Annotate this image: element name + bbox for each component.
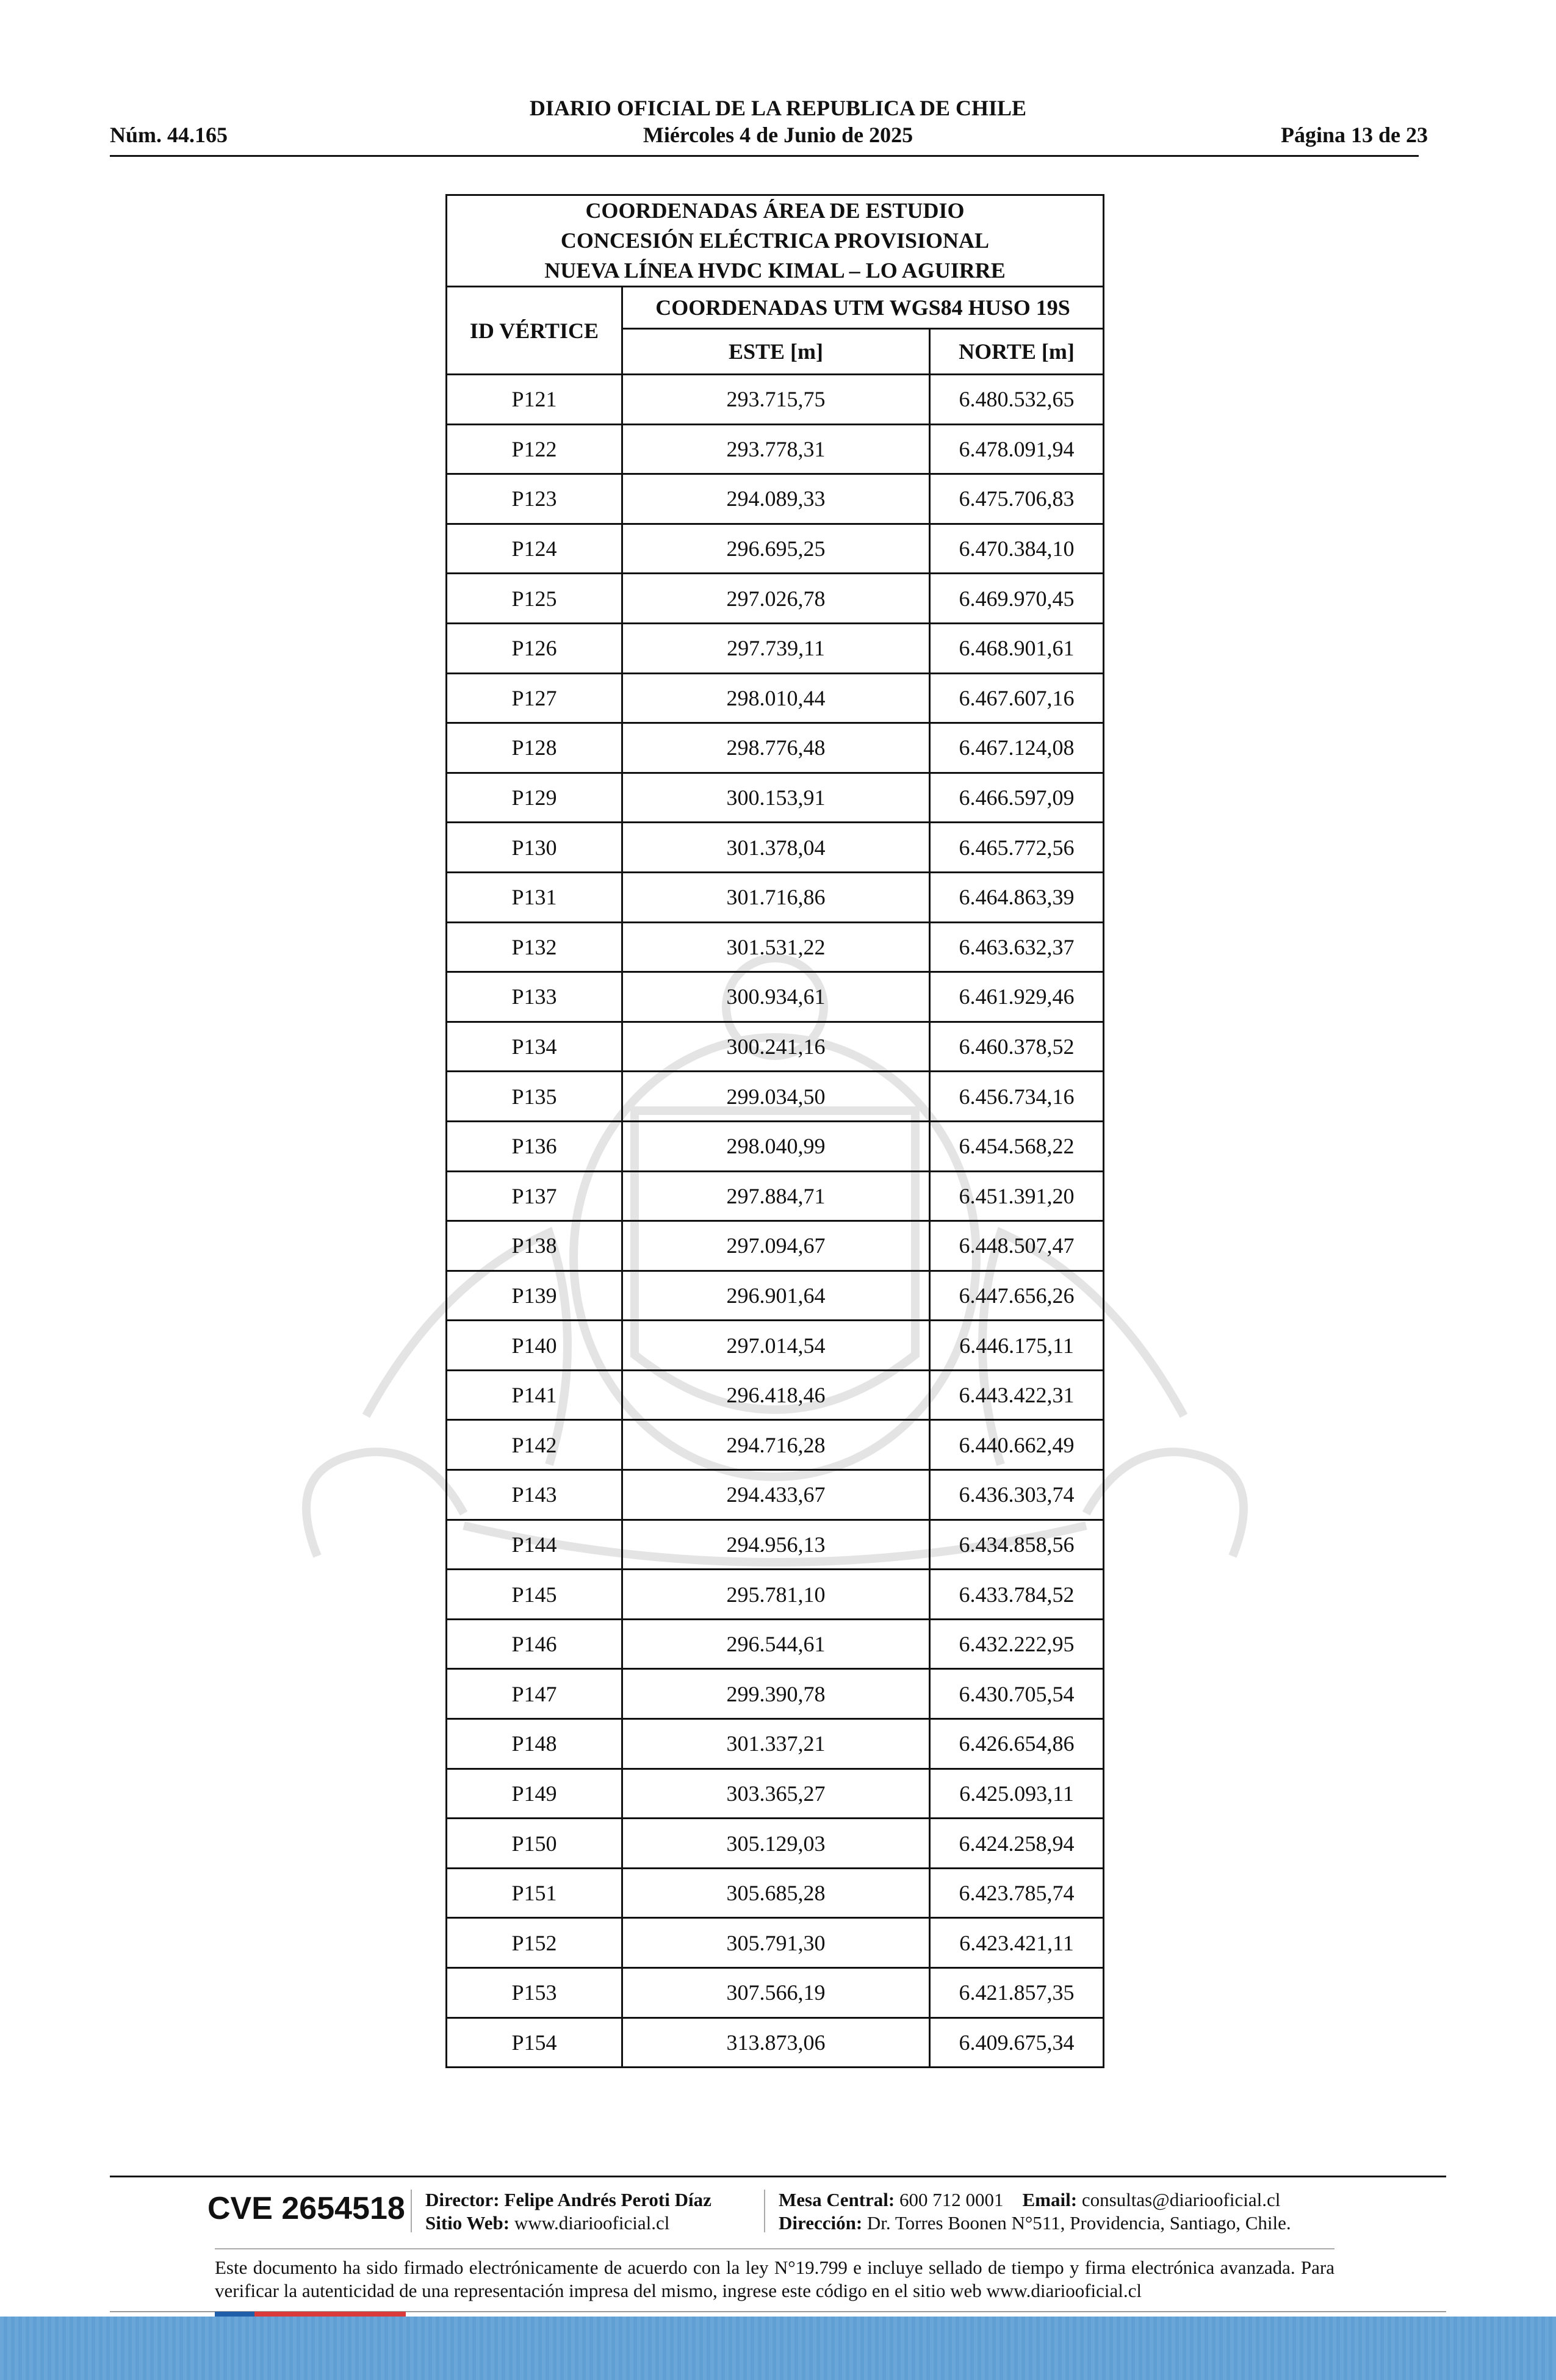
address-value: Dr. Torres Boonen N°511, Providencia, Santiago, Chile. (866, 2212, 1291, 2234)
norte-cell: 6.464.863,39 (930, 872, 1104, 922)
bottom-color-band (0, 2317, 1556, 2380)
vertex-id-cell: P146 (447, 1619, 622, 1669)
vertex-id-cell: P140 (447, 1321, 622, 1371)
este-cell: 301.531,22 (622, 922, 930, 972)
este-cell: 303.365,27 (622, 1769, 930, 1819)
norte-cell: 6.469.970,45 (930, 574, 1104, 624)
este-cell: 313.873,06 (622, 2018, 930, 2068)
este-header: ESTE [m] (622, 329, 930, 375)
website-link[interactable]: www.diariooficial.cl (514, 2212, 670, 2234)
este-cell: 297.014,54 (622, 1321, 930, 1371)
vertex-id-cell: P137 (447, 1171, 622, 1221)
norte-cell: 6.409.675,34 (930, 2018, 1104, 2068)
vertex-id-cell: P152 (447, 1918, 622, 1968)
este-cell: 294.716,28 (622, 1420, 930, 1470)
este-cell: 294.956,13 (622, 1520, 930, 1570)
este-cell: 293.715,75 (622, 375, 930, 425)
este-cell: 297.026,78 (622, 574, 930, 624)
este-cell: 296.901,64 (622, 1271, 930, 1321)
norte-cell: 6.434.858,56 (930, 1520, 1104, 1570)
email-label: Email: (1022, 2189, 1078, 2210)
vertex-id-cell: P121 (447, 375, 622, 425)
table-row (447, 474, 1104, 524)
norte-cell: 6.424.258,94 (930, 1819, 1104, 1869)
footer-director-block (425, 2188, 711, 2235)
flag-stripe-red (254, 2312, 406, 2317)
vertex-id-cell: P142 (447, 1420, 622, 1470)
table-row (447, 1221, 1104, 1271)
este-cell: 296.544,61 (622, 1619, 930, 1669)
table-row (447, 1719, 1104, 1769)
table-row (447, 574, 1104, 624)
table-row (447, 375, 1104, 425)
table-row (447, 1470, 1104, 1520)
vertex-id-cell: P143 (447, 1470, 622, 1520)
este-cell: 300.934,61 (622, 972, 930, 1022)
table-row (447, 823, 1104, 873)
table-row (447, 1968, 1104, 2018)
norte-cell: 6.466.597,09 (930, 773, 1104, 823)
este-cell: 305.791,30 (622, 1918, 930, 1968)
norte-cell: 6.426.654,86 (930, 1719, 1104, 1769)
vertex-id-cell: P122 (447, 424, 622, 474)
este-cell: 296.418,46 (622, 1370, 930, 1420)
norte-cell: 6.440.662,49 (930, 1420, 1104, 1470)
table-row (447, 1669, 1104, 1719)
cve-code: CVE 2654518 (207, 2191, 405, 2226)
table-row (447, 1022, 1104, 1072)
este-cell: 300.241,16 (622, 1022, 930, 1072)
director-name: Felipe Andrés Peroti Díaz (504, 2189, 711, 2210)
table-row (447, 922, 1104, 972)
vertex-id-cell: P150 (447, 1819, 622, 1869)
vertex-id-cell: P132 (447, 922, 622, 972)
vertex-id-cell: P133 (447, 972, 622, 1022)
este-cell: 301.378,04 (622, 823, 930, 873)
norte-cell: 6.433.784,52 (930, 1570, 1104, 1620)
vertex-id-cell: P134 (447, 1022, 622, 1072)
table-row (447, 673, 1104, 723)
este-cell: 305.685,28 (622, 1868, 930, 1918)
utm-coordinates-header: COORDENADAS UTM WGS84 HUSO 19S (622, 287, 1104, 329)
table-row (447, 773, 1104, 823)
website-label: Sitio Web: (425, 2212, 510, 2234)
norte-cell: 6.421.857,35 (930, 1968, 1104, 2018)
este-cell: 299.034,50 (622, 1072, 930, 1122)
issue-date: Miércoles 4 de Junio de 2025 (643, 123, 913, 147)
table-row (447, 1370, 1104, 1420)
norte-cell: 6.456.734,16 (930, 1072, 1104, 1122)
mesa-central-label: Mesa Central: (779, 2189, 895, 2210)
table-row (447, 2018, 1104, 2068)
table-row (447, 1570, 1104, 1620)
vertex-id-cell: P127 (447, 673, 622, 723)
issue-number: Núm. 44.165 (110, 123, 228, 147)
table-row (447, 972, 1104, 1022)
director-label: Director: (425, 2189, 500, 2210)
este-cell: 296.695,25 (622, 524, 930, 574)
norte-cell: 6.448.507,47 (930, 1221, 1104, 1271)
vertex-id-cell: P125 (447, 574, 622, 624)
vertex-id-cell: P145 (447, 1570, 622, 1620)
norte-cell: 6.423.785,74 (930, 1868, 1104, 1918)
vertex-id-cell: P147 (447, 1669, 622, 1719)
este-cell: 301.716,86 (622, 872, 930, 922)
signature-disclaimer: Este documento ha sido firmado electrónicamente de acuerdo con la ley N°19.799 e incluye sellado de tiempo y firma electrónica avanzada. Para verificar la autenticidad de una representación impresa del mismo, ingrese este código en el sitio web www.diariooficial.cl (215, 2257, 1334, 2301)
table-row (447, 1868, 1104, 1918)
vertex-id-cell: P153 (447, 1968, 622, 2018)
vertex-id-cell: P139 (447, 1271, 622, 1321)
este-cell: 297.739,11 (622, 623, 930, 673)
table-row (447, 1918, 1104, 1968)
norte-cell: 6.475.706,83 (930, 474, 1104, 524)
norte-cell: 6.443.422,31 (930, 1370, 1104, 1420)
table-title-line-1: COORDENADAS ÁREA DE ESTUDIO (585, 198, 965, 223)
norte-cell: 6.461.929,46 (930, 972, 1104, 1022)
vertex-id-cell: P151 (447, 1868, 622, 1918)
norte-cell: 6.465.772,56 (930, 823, 1104, 873)
table-row (447, 524, 1104, 574)
norte-cell: 6.468.901,61 (930, 623, 1104, 673)
table-row (447, 1420, 1104, 1470)
table-row (447, 623, 1104, 673)
vertex-id-cell: P149 (447, 1769, 622, 1819)
newspaper-title: DIARIO OFICIAL DE LA REPUBLICA DE CHILE (529, 96, 1027, 120)
norte-cell: 6.425.093,11 (930, 1769, 1104, 1819)
vertex-id-cell: P135 (447, 1072, 622, 1122)
table-row (447, 1271, 1104, 1321)
table-row (447, 1769, 1104, 1819)
vertex-id-cell: P131 (447, 872, 622, 922)
vertex-id-cell: P144 (447, 1520, 622, 1570)
table-title (447, 195, 1104, 287)
este-cell: 307.566,19 (622, 1968, 930, 2018)
norte-cell: 6.451.391,20 (930, 1171, 1104, 1221)
este-cell: 295.781,10 (622, 1570, 930, 1620)
table-row (447, 424, 1104, 474)
norte-cell: 6.467.607,16 (930, 673, 1104, 723)
norte-cell: 6.467.124,08 (930, 723, 1104, 773)
flag-stripe-blue (215, 2312, 254, 2317)
vertex-id-cell: P148 (447, 1719, 622, 1769)
este-cell: 294.433,67 (622, 1470, 930, 1520)
table-row (447, 1171, 1104, 1221)
norte-cell: 6.454.568,22 (930, 1121, 1104, 1171)
footer-inner-divider (215, 2248, 1334, 2249)
este-cell: 300.153,91 (622, 773, 930, 823)
este-cell: 298.040,99 (622, 1121, 930, 1171)
norte-cell: 6.436.303,74 (930, 1470, 1104, 1520)
este-cell: 297.884,71 (622, 1171, 930, 1221)
table-title-line-3: NUEVA LÍNEA HVDC KIMAL – LO AGUIRRE (544, 258, 1006, 283)
este-cell: 293.778,31 (622, 424, 930, 474)
norte-header: NORTE [m] (930, 329, 1104, 375)
vertex-id-cell: P154 (447, 2018, 622, 2068)
norte-cell: 6.460.378,52 (930, 1022, 1104, 1072)
table-row (447, 1520, 1104, 1570)
este-cell: 298.776,48 (622, 723, 930, 773)
vertex-id-cell: P136 (447, 1121, 622, 1171)
vertex-id-cell: P123 (447, 474, 622, 524)
vertex-id-cell: P126 (447, 623, 622, 673)
table-title-line-2: CONCESIÓN ELÉCTRICA PROVISIONAL (560, 228, 990, 253)
table-row (447, 1819, 1104, 1869)
este-cell: 305.129,03 (622, 1819, 930, 1869)
norte-cell: 6.480.532,65 (930, 375, 1104, 425)
norte-cell: 6.430.705,54 (930, 1669, 1104, 1719)
id-vertice-header: ID VÉRTICE (447, 287, 622, 375)
footer-divider (110, 2176, 1446, 2177)
norte-cell: 6.478.091,94 (930, 424, 1104, 474)
table-row (447, 1121, 1104, 1171)
norte-cell: 6.463.632,37 (930, 922, 1104, 972)
este-cell: 299.390,78 (622, 1669, 930, 1719)
table-row (447, 872, 1104, 922)
norte-cell: 6.432.222,95 (930, 1619, 1104, 1669)
vertex-id-cell: P138 (447, 1221, 622, 1271)
vertex-id-cell: P124 (447, 524, 622, 574)
norte-cell: 6.446.175,11 (930, 1321, 1104, 1371)
este-cell: 294.089,33 (622, 474, 930, 524)
vertex-id-cell: P141 (447, 1370, 622, 1420)
vertex-id-cell: P128 (447, 723, 622, 773)
footer-separator (411, 2190, 412, 2232)
vertex-id-cell: P130 (447, 823, 622, 873)
header-divider (110, 155, 1419, 157)
footer-contact-block (779, 2188, 1291, 2235)
table-row (447, 1072, 1104, 1122)
vertex-id-cell: P129 (447, 773, 622, 823)
este-cell: 301.337,21 (622, 1719, 930, 1769)
norte-cell: 6.447.656,26 (930, 1271, 1104, 1321)
email-link[interactable]: consultas@diariooficial.cl (1081, 2189, 1281, 2210)
table-row (447, 1321, 1104, 1371)
address-label: Dirección: (779, 2212, 863, 2234)
footer-separator (764, 2190, 765, 2232)
table-row (447, 1619, 1104, 1669)
page-number: Página 13 de 23 (1280, 123, 1428, 147)
table-row (447, 723, 1104, 773)
mesa-central-phone: 600 712 0001 (899, 2189, 1004, 2210)
este-cell: 297.094,67 (622, 1221, 930, 1271)
norte-cell: 6.470.384,10 (930, 524, 1104, 574)
norte-cell: 6.423.421,11 (930, 1918, 1104, 1968)
este-cell: 298.010,44 (622, 673, 930, 723)
coordinates-table (445, 194, 1104, 2068)
